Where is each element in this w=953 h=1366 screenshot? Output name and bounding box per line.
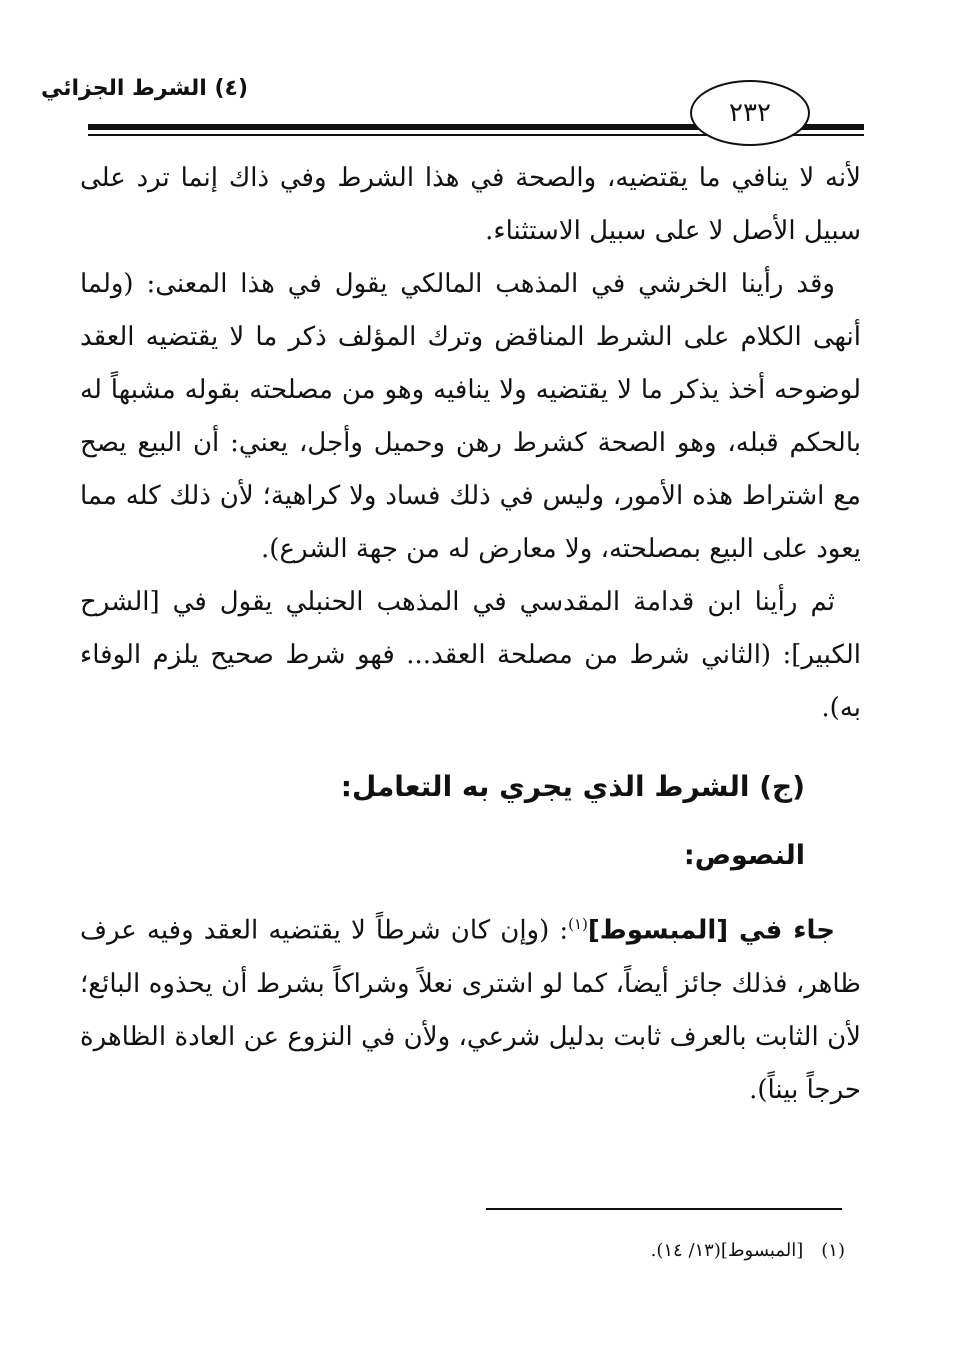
paragraph-3: ثم رأينا ابن قدامة المقدسي في المذهب الحنبلي يقول في [الشرح الكبير]: (الثاني شرط من مصلحة العقد... فهو شرط صحيح يلزم الوفاء به). xyxy=(80,587,861,723)
footnote-number: (١) xyxy=(821,1240,845,1261)
paragraph-1: لأنه لا ينافي ما يقتضيه، والصحة في هذا الشرط وفي ذاك إنما ترد على سبيل الأصل لا على سبيل الاستثناء. xyxy=(80,163,861,246)
footnote-1 xyxy=(651,1240,845,1261)
page-number: ٢٣٢ xyxy=(729,98,771,128)
footnote-separator xyxy=(486,1208,842,1210)
subheading: النصوص: xyxy=(683,840,805,871)
running-title: (٤) الشرط الجزائي xyxy=(41,76,248,101)
quote-lead: جاء في [المبسوط] xyxy=(587,915,835,946)
footnote-text: [المبسوط](١٣/ ١٤). xyxy=(650,1240,804,1261)
section-heading: (ج) الشرط الذي يجري به التعامل: xyxy=(340,770,805,803)
quote-text: : (وإن كان شرطاً لا يقتضيه العقد وفيه عرف ظاهر، فذلك جائز أيضاً، كما لو اشترى نعلاً وشراكاً بشرط أن يحذوه البائع؛ لأن الثابت بالعرف ثابت بدليل شرعي، ولأن في النزوع عن العادة الظاهرة حرجاً بيناً). xyxy=(80,915,861,1105)
paragraph-2: وقد رأينا الخرشي في المذهب المالكي يقول في هذا المعنى: (ولما أنهى الكلام على الشرط المناقض وترك المؤلف ذكر ما لا يقتضيه العقد لوضوحه أخذ يذكر ما لا يقتضيه ولا ينافيه وهو من مصلحته بقوله مشبهاً له بالحكم قبله، وهو الصحة كشرط رهن وحميل وأجل، يعني: أن البيع يصح مع اشتراط هذه الأمور، وليس في ذلك فساد ولا كراهية؛ لأن ذلك كله مما يعود على البيع بمصلحته، ولا معارض له من جهة الشرع). xyxy=(80,269,861,564)
page-number-oval xyxy=(690,80,810,146)
quote-paragraph xyxy=(80,898,861,1117)
quote-block xyxy=(80,898,861,1117)
paragraph-block-1 xyxy=(80,152,861,735)
footnote-ref[interactable]: (١) xyxy=(568,915,588,933)
